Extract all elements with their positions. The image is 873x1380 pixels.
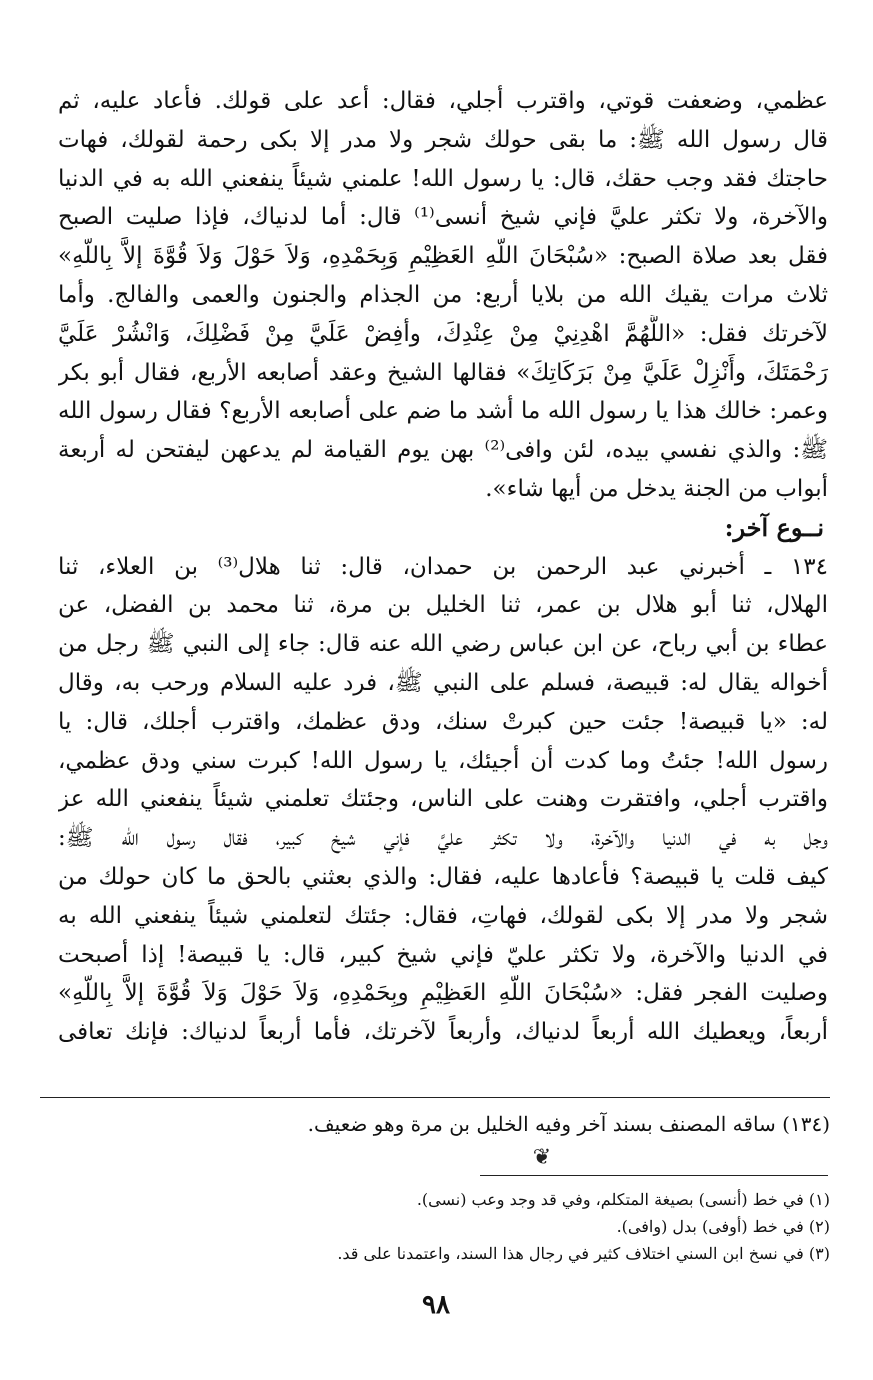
commentary-note: (١٣٤) ساقه المصنف بسند آخر وفيه الخليل بن مرة وهو ضعيف. bbox=[307, 1112, 830, 1136]
text-line: والآخرة، ولا تكثر عليَّ فإني شيخ أنسى⁽¹⁾ قال: أما لدنياك، فإذا صليت الصبح bbox=[58, 204, 828, 231]
hadith-line: عطاء بن أبي رباح، عن ابن عباس رضي الله عنه قال: جاء إلى النبي ﷺ رجل من bbox=[58, 631, 828, 658]
hadith-line: كيف قلت يا قبيصة؟ فأعادها عليه، فقال: والذي بعثني بالحق ما كان حولك من bbox=[58, 863, 828, 890]
footnote-separator bbox=[480, 1175, 828, 1176]
hadith-line: واقترب أجلي، وافتقرت وهنت على الناس، وجئتك تعلمني شيئاً ينفعني الله عز bbox=[58, 786, 828, 813]
hadith-line: له: «يا قبيصة! جئت حين كبرتْ سنك، ودق عظمك، واقترب أجلك، قال: يا bbox=[58, 708, 828, 735]
text-line: ثلاث مرات يقيك الله من بلايا أربع: من الجذام والجنون والعمى والفالج. وأما bbox=[58, 281, 828, 308]
footnote-divider bbox=[40, 1097, 830, 1098]
text-line: أبواب من الجنة يدخل من أيها شاء». bbox=[485, 475, 828, 502]
hadith-line: الهلال، ثنا أبو هلال بن عمر، ثنا الخليل بن مرة، ثنا محمد بن الفضل، عن bbox=[58, 592, 828, 619]
text-line: حاجتك فقد وجب حقك، قال: يا رسول الله! علمني شيئاً ينفعني الله به في الدنيا bbox=[58, 165, 828, 192]
section-heading: نــوع آخر: bbox=[724, 512, 824, 542]
hadith-line: في الدنيا والآخرة، ولا تكثر عليّ فإني شيخ كبير، قال: يا قبيصة! إذا أصبحت bbox=[58, 941, 828, 968]
hadith-line: رسول الله! جئتُ وما كدت أن أجيئك، يا رسول الله! كبرت سني ودق عظمي، bbox=[58, 747, 828, 774]
main-text bbox=[58, 82, 828, 1052]
footnote: (١) في خط (أنسى) بصيغة المتكلم، وفي قد وجد وعب (نسى). bbox=[416, 1190, 830, 1209]
footnotes bbox=[60, 1186, 830, 1267]
footnote: (٢) في خط (أوفى) بدل (وافى). bbox=[616, 1217, 830, 1236]
hadith-line: وصليت الفجر فقل: «سُبْحَانَ اللّهِ العَظِيْمِ وبِحَمْدِهِ، وَلاَ حَوْلَ وَلاَ قُوَّةَ إلاَّ بِاللّهِ» bbox=[58, 980, 828, 1007]
page-number: ٩٨ bbox=[422, 1290, 450, 1320]
hadith-line: ١٣٤ ـ أخبرني عبد الرحمن بن حمدان، قال: ثنا هلال⁽³⁾ بن العلاء، ثنا bbox=[58, 553, 828, 580]
footnote: (٣) في نسخ ابن السني اختلاف كثير في رجال هذا السند، واعتمدنا على قد. bbox=[337, 1244, 830, 1263]
text-line: وعمر: خالك هذا يا رسول الله ما أشد ما ضم على أصابعه الأربع؟ فقال رسول الله bbox=[58, 398, 828, 425]
text-line: لآخرتك فقل: «اللَّهُمَّ اهْدِنِيْ مِنْ عِنْدِكَ، وأفِضْ عَلَيَّ مِنْ فَضْلِكَ، وَانْشُرْ عَلَيَّ bbox=[58, 320, 828, 347]
hadith-line: وجل به في الدنيا والآخرة، ولا تكثر عليَّ فإني شيخ كبير، فقال رسول الله ﷺ: bbox=[58, 825, 828, 852]
ornament-icon: ❦ bbox=[532, 1145, 552, 1170]
text-line: عظمي، وضعفت قوتي، واقترب أجلي، فقال: أعد على قولك. فأعاد عليه، ثم bbox=[58, 88, 828, 114]
hadith-line: أخواله يقال له: قبيصة، فسلم على النبي ﷺ، فرد عليه السلام ورحب به، وقال bbox=[58, 669, 828, 696]
text-line: ﷺ: والذي نفسي بيده، لئن وافى⁽²⁾ بهن يوم القيامة لم يدعهن ليفتحن له أربعة bbox=[58, 437, 828, 464]
hadith-line: أربعاً، ويعطيك الله أربعاً لدنياك، وأربعاً لآخرتك، فأما أربعاً لدنياك: فإنك تعافى bbox=[58, 1019, 828, 1046]
text-line: فقل بعد صلاة الصبح: «سُبْحَانَ اللّهِ العَظِيْمِ وَبِحَمْدِهِ، وَلاَ حَوْلَ وَلاَ قُوَّةَ إلاَّ بِاللّهِ» bbox=[58, 243, 828, 270]
hadith-line: شجر ولا مدر إلا بكى لقولك، فهاتِ، فقال: جئتك لتعلمني شيئاً ينفعني الله به bbox=[58, 902, 828, 929]
text-line: رَحْمَتَكَ، وأَنْزِلْ عَلَيَّ مِنْ بَرَكَاتِكَ» فقالها الشيخ وعقد أصابعه الأربع، فقال أبو بكر bbox=[58, 359, 828, 386]
text-line: قال رسول الله ﷺ: ما بقى حولك شجر ولا مدر إلا بكى رحمة لقولك، فهات bbox=[58, 126, 828, 153]
